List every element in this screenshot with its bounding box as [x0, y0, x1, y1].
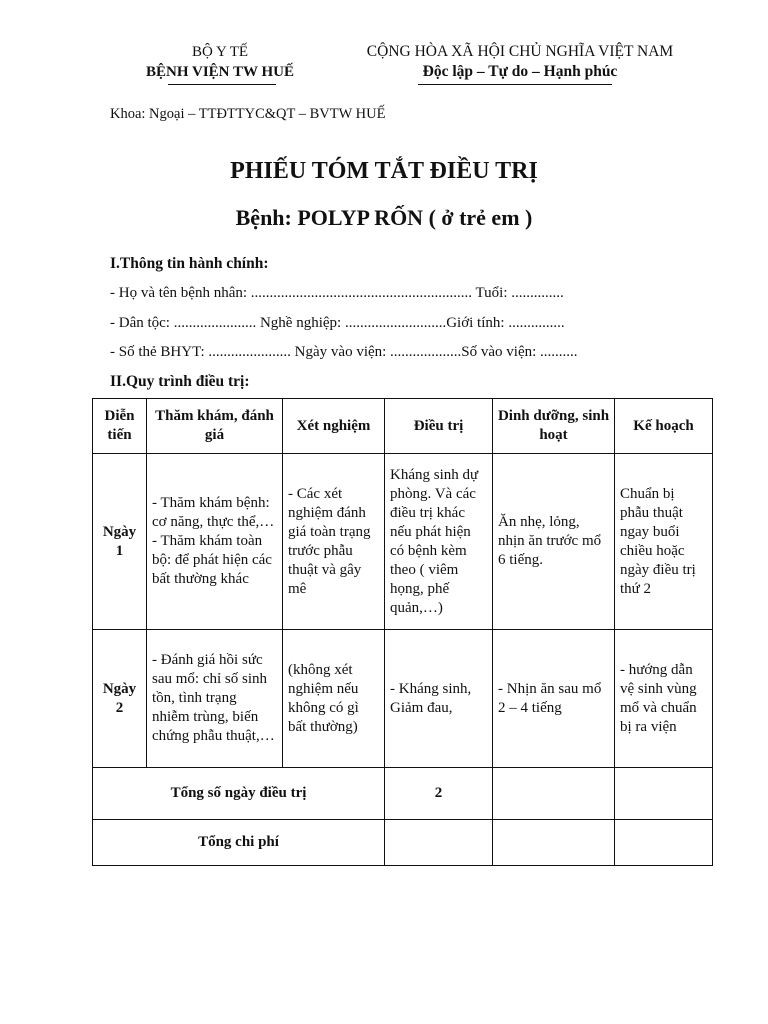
- motto-underline: [418, 84, 612, 85]
- table-row-total-cost: [93, 820, 713, 866]
- table-row-day2: [93, 630, 713, 768]
- treatment-table: [92, 398, 713, 866]
- day2-label: Ngày 2: [93, 630, 147, 768]
- total-cost-label: Tổng chi phí: [93, 820, 385, 866]
- country-motto: Độc lập – Tự do – Hạnh phúc: [422, 63, 618, 80]
- total-cost-blank-2: [615, 820, 713, 866]
- patient-name-line: - Họ và tên bệnh nhân: ........................................................... Tuổi: ..............: [110, 285, 564, 301]
- total-cost-blank-1: [493, 820, 615, 866]
- day1-nutrition: Ăn nhẹ, lỏng, nhịn ăn trước mổ 6 tiếng.: [493, 454, 615, 630]
- header-nutrition: Dinh dưỡng, sinh hoạt: [493, 399, 615, 454]
- header-progress: Diễn tiến: [93, 399, 147, 454]
- day2-nutrition: - Nhịn ăn sau mổ 2 – 4 tiếng: [493, 630, 615, 768]
- table-row-total-days: [93, 768, 713, 820]
- hospital-name: BỆNH VIỆN TW HUẾ: [146, 64, 294, 80]
- hospital-underline: [168, 84, 276, 85]
- header-right: [330, 42, 710, 82]
- document-title: PHIẾU TÓM TẮT ĐIỀU TRỊ: [230, 158, 538, 184]
- total-days-label: Tổng số ngày điều trị: [93, 768, 385, 820]
- department-line: Khoa: Ngoại – TTĐTTYC&QT – BVTW HUẾ: [110, 106, 386, 122]
- table-row-day1: [93, 454, 713, 630]
- day2-treatment: - Kháng sinh, Giảm đau,: [385, 630, 493, 768]
- section-process-heading: II.Quy trình điều trị:: [110, 373, 250, 390]
- section-admin-heading: I.Thông tin hành chính:: [110, 255, 269, 272]
- total-days-blank-2: [615, 768, 713, 820]
- header-tests: Xét nghiệm: [283, 399, 385, 454]
- day1-treatment: Kháng sinh dự phòng. Và các điều trị khác nếu phát hiện có bệnh kèm theo ( viêm họng, phế quản,…): [385, 454, 493, 630]
- total-cost-value: [385, 820, 493, 866]
- ethnicity-line: - Dân tộc: ...................... Nghề nghiệp: ...........................Giới tính: ...............: [110, 315, 565, 331]
- day1-plan: Chuẩn bị phẫu thuật ngay buổi chiều hoặc ngày điều trị thứ 2: [615, 454, 713, 630]
- ministry-name: BỘ Y TẾ: [191, 44, 249, 60]
- header-plan: Kế hoạch: [615, 399, 713, 454]
- insurance-line: - Số thẻ BHYT: ...................... Ngày vào viện: ...................Số vào viện: ..........: [110, 344, 578, 360]
- country-name: CỘNG HÒA XÃ HỘI CHỦ NGHĨA VIỆT NAM: [366, 43, 674, 60]
- header-exam: Thăm khám, đánh giá: [147, 399, 283, 454]
- total-days-value: 2: [385, 768, 493, 820]
- day2-plan: - hướng dẫn vệ sinh vùng mổ và chuẩn bị ra viện: [615, 630, 713, 768]
- total-days-blank-1: [493, 768, 615, 820]
- day1-label: Ngày 1: [93, 454, 147, 630]
- day2-tests: (không xét nghiệm nếu không có gì bất thường): [283, 630, 385, 768]
- day1-tests: - Các xét nghiệm đánh giá toàn trạng trước phẫu thuật và gây mê: [283, 454, 385, 630]
- day2-exam: - Đánh giá hồi sức sau mổ: chỉ số sinh tồn, tình trạng nhiễm trùng, biến chứng phẫu thuật,…: [147, 630, 283, 768]
- day1-exam: - Thăm khám bệnh: cơ năng, thực thể,… - Thăm khám toàn bộ: để phát hiện các bất thường khác: [147, 454, 283, 630]
- table-header-row: [93, 399, 713, 454]
- header-treatment: Điều trị: [385, 399, 493, 454]
- disease-subtitle: Bệnh: POLYP RỐN ( ở trẻ em ): [235, 205, 533, 230]
- header-left: [120, 42, 320, 82]
